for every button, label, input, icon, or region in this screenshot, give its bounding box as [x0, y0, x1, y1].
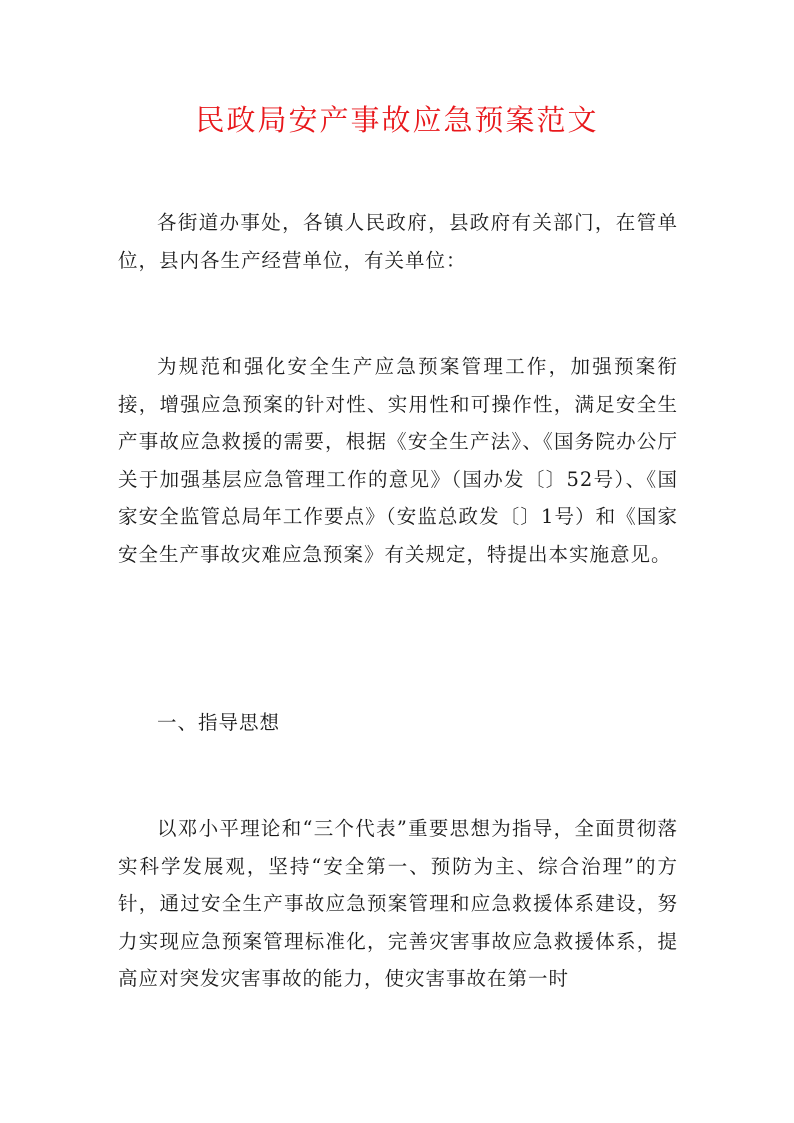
purpose-paragraph: 为规范和强化安全生产应急预案管理工作，加强预案衔接，增强应急预案的针对性、实用性和可操作性，满足安全生产事故应急救援的需要，根据《安全生产法》、《国务院办公厅关于加强基层应急管理工作的意见》（国办发〔〕52号）、《国家安全监管总局年工作要点》（安监总政发〔〕1号）和《国家安全生产事故灾难应急预案》有关规定，特提出本实施意见。	[118, 355, 678, 566]
guiding-ideology-paragraph: 以邓小平理论和“三个代表”重要思想为指导，全面贯彻落实科学发展观，坚持“安全第一、预防为主、综合治理”的方针，通过安全生产事故应急预案管理和应急救援体系建设，努力实现应急预案管理标准化，完善灾害事故应急救援体系，提高应对突发灾害事故的能力，使灾害事故在第一时	[118, 817, 678, 990]
section-heading-guiding-ideology: 一、指导思想	[157, 711, 281, 734]
salutation-paragraph: 各街道办事处，各镇人民政府，县政府有关部门，在管单位，县内各生产经营单位，有关单位：	[118, 211, 678, 272]
document-title: 民政局安产事故应急预案范文	[195, 103, 599, 137]
